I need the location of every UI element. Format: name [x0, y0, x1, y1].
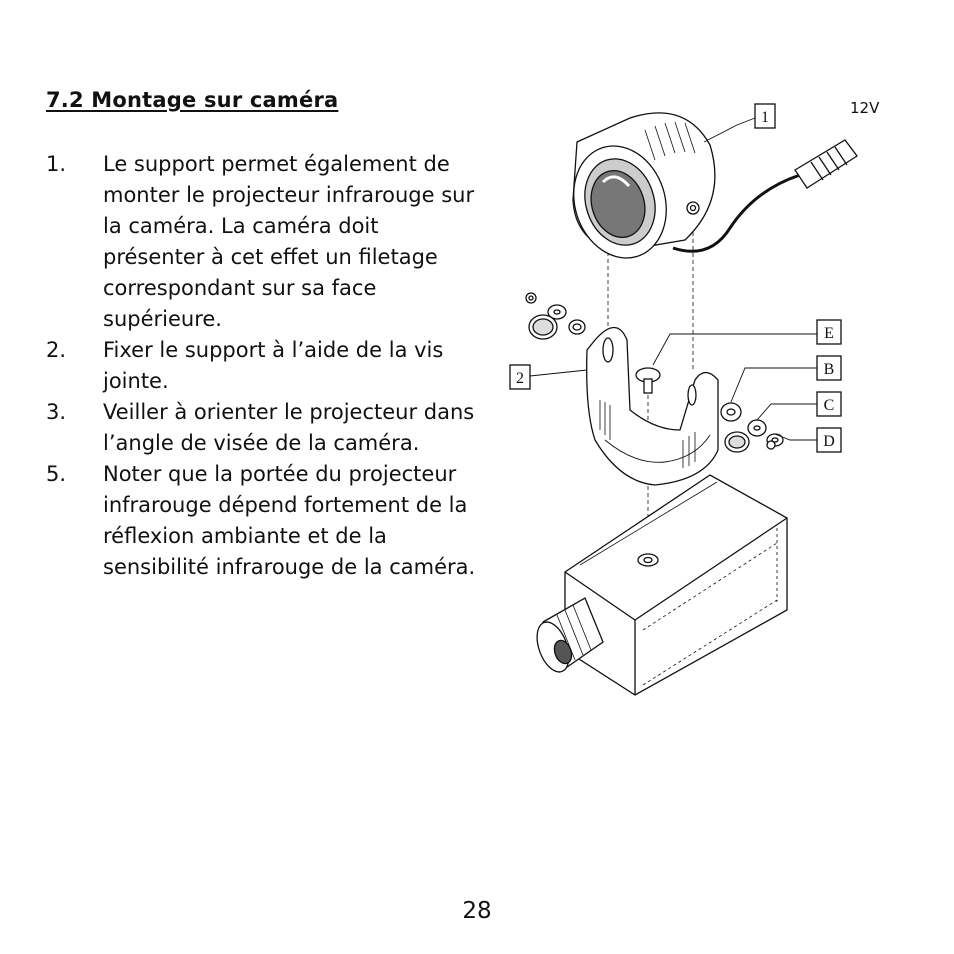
step-text: Veiller à orienter le projecteur dans l’angle de visée de la caméra.	[103, 400, 475, 455]
callout-label: B	[823, 361, 835, 378]
mounting-screw-illustration	[636, 368, 660, 393]
instruction-list	[46, 149, 486, 583]
page-number: 28	[462, 898, 492, 924]
step-number: 2.	[46, 338, 67, 362]
step-text: Le support permet également de monter le projecteur infrarouge sur la caméra. La caméra doit présenter à cet effet un filetage correspondant sur sa face supérieure.	[103, 152, 475, 331]
callout-label: C	[823, 397, 835, 414]
instruction-step	[46, 335, 486, 397]
callout-label: 1	[761, 109, 769, 126]
section-heading: 7.2 Montage sur caméra	[46, 88, 339, 112]
left-hardware-illustration	[526, 293, 585, 339]
u-bracket-illustration	[587, 328, 718, 486]
camera-illustration	[531, 475, 787, 695]
mounting-diagram	[505, 90, 900, 700]
step-text: Fixer le support à l’aide de la vis jointe.	[103, 338, 444, 393]
step-number: 5.	[46, 462, 67, 486]
callout-label: 2	[516, 370, 524, 387]
instruction-step	[46, 459, 486, 583]
instruction-step	[46, 397, 486, 459]
step-number: 3.	[46, 400, 67, 424]
instruction-step	[46, 149, 486, 335]
step-number: 1.	[46, 152, 67, 176]
callout-label: D	[823, 433, 835, 450]
callout-label: E	[824, 325, 834, 342]
step-text: Noter que la portée du projecteur infrarouge dépend fortement de la réflexion ambiante et de la sensibilité infrarouge de la caméra.	[103, 462, 476, 579]
voltage-label: 12V	[850, 99, 880, 117]
ir-projector-illustration	[560, 113, 857, 270]
right-hardware-illustration	[721, 403, 783, 452]
